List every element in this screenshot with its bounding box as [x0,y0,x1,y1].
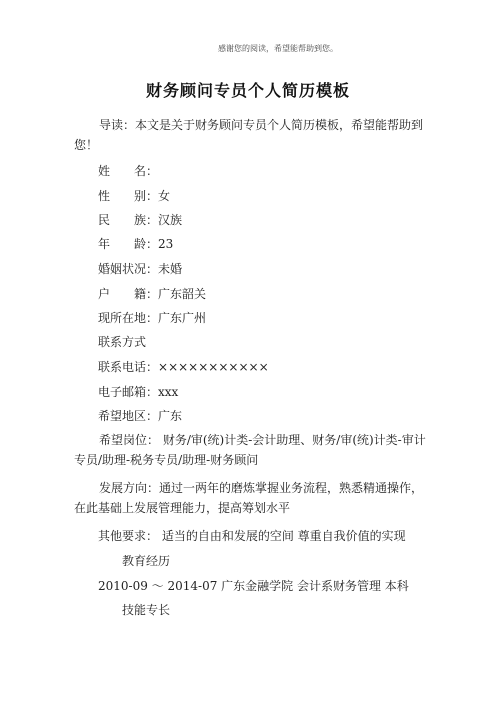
field-label: 年 龄： [98,237,159,251]
field-hometown [98,286,206,302]
field-label: 户 籍： [98,287,159,301]
skills-heading: 技能专长 [122,603,171,617]
field-label: 联系方式 [98,335,147,349]
field-value: xxx [158,385,179,399]
field-email [98,384,178,400]
field-label: 婚姻状况： [98,262,159,276]
field-age [98,236,173,252]
field-label: 现所在地： [98,311,159,325]
field-name [98,163,158,179]
field-label: 电子邮箱： [98,385,159,399]
field-value: 汉族 [158,213,183,227]
field-label: 姓 名： [98,164,159,178]
field-value: 23 [158,237,174,251]
field-contact-heading [98,334,146,350]
education-heading: 教育经历 [122,554,171,568]
document-title: 财务顾问专员个人简历模板 [145,81,350,100]
intro-paragraph: 导读：本文是关于财务顾问专员个人简历模板，希望能帮助到您！ [74,118,424,152]
field-label: 民 族： [98,213,159,227]
desired-position: 希望岗位： 财务/审(统)计类-会计助理、财务/审(统)计类-审计专员/助理-税务专员/助理-财务顾问 [74,433,426,467]
field-label: 联系电话： [98,360,159,374]
field-value: ××××××××××× [158,360,269,374]
education-entry: 2010-09 ～ 2014-07 广东金融学院 会计系财务管理 本科 [98,579,409,593]
field-value: 广东 [158,409,183,423]
field-label: 希望地区： [98,409,159,423]
other-requirements: 其他要求： 适当的自由和发展的空间 尊重自我价值的实现 [98,529,406,543]
field-phone [98,359,269,375]
field-marital-status [98,261,182,277]
field-label: 性 别： [98,189,159,203]
field-value: 广东韶关 [158,287,207,301]
field-ethnicity [98,212,182,228]
field-preferred-region [98,408,182,424]
field-current-location [98,310,206,326]
header-note: 感谢您的阅读，希望能帮助到您。 [218,44,338,53]
field-value: 未婚 [158,262,183,276]
development-direction: 发展方向：通过一两年的磨炼掌握业务流程，熟悉精通操作，在此基础上发展管理能力，提高筹划水平 [74,481,424,515]
field-value: 女 [158,189,171,203]
field-value: 广东广州 [158,311,207,325]
field-gender [98,188,170,204]
